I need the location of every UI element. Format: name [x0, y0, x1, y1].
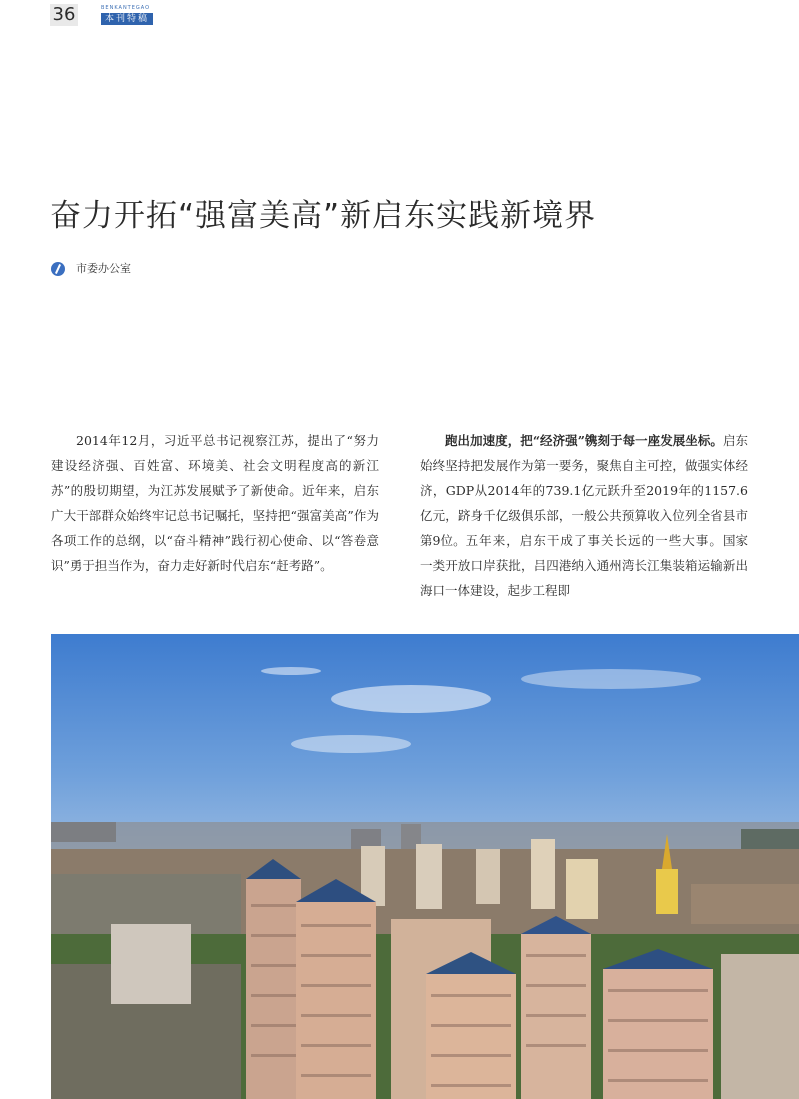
author-name: 市委办公室	[76, 262, 131, 275]
article-title: 奋力开拓“强富美高”新启东实践新境界	[50, 198, 597, 234]
emphasis-text: 五年来，启东干成了事关长远的一些大事。	[465, 533, 723, 548]
body-text-continued: 国家一类开放口岸获批，吕四港纳入通州湾长江集装箱运输新出海口一体建设，起步工程即	[420, 533, 748, 598]
skyline-illustration	[51, 634, 799, 1099]
article-column-right	[420, 428, 748, 603]
article-column-left	[51, 428, 379, 578]
section-lead: 跑出加速度，把“经济强”镌刻于每一座发展坐标。	[445, 433, 723, 448]
page-number: 36	[50, 4, 78, 26]
column-name-badge: 本刊特稿	[101, 13, 153, 25]
paragraph-economy	[420, 428, 748, 603]
page-header	[50, 4, 160, 26]
city-skyline-photo	[51, 634, 799, 1099]
pen-icon	[51, 262, 65, 276]
paragraph-intro: 2014年12月，习近平总书记视察江苏，提出了“努力建设经济强、百姓富、环境美、社会文明程度高的新江苏”的殷切期望，为江苏发展赋予了新使命。近年来，启东广大干部群众始终牢记总书记嘱托，坚持把“强富美高”作为各项工作的总纲，以“奋斗精神”践行初心使命、以“答卷意识”勇于担当作为，奋力走好新时代启东“赶考路”。	[51, 433, 379, 573]
body-text: 启东始终坚持把发展作为第一要务，聚焦自主可控，做强实体经济，GDP从2014年的739.1亿元跃升至2019年的1157.6亿元，跻身千亿级俱乐部，一般公共预算收入位列全省县市第9位。	[420, 433, 748, 548]
column-name-en: BENKANTEGAO	[101, 5, 151, 11]
